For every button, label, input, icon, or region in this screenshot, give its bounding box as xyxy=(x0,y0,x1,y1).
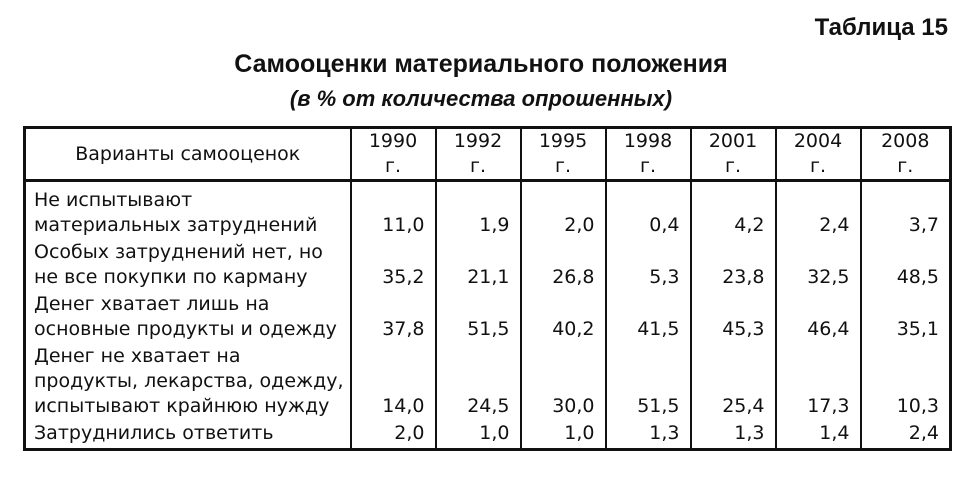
table-header-row xyxy=(25,128,951,181)
table-cell: 4,2 xyxy=(691,181,776,241)
table-cell: 37,8 xyxy=(351,292,436,344)
column-header-year: 1990 г. xyxy=(351,128,436,181)
table-cell: 23,8 xyxy=(691,240,776,292)
table-cell: 1,4 xyxy=(776,421,861,450)
table-cell: 30,0 xyxy=(521,344,606,421)
table-cell: 5,3 xyxy=(606,240,691,292)
table-row xyxy=(25,421,951,450)
table-cell: 1,3 xyxy=(606,421,691,450)
table-cell: 35,1 xyxy=(861,292,951,344)
row-label-line: Особых затруднений нет, но xyxy=(34,241,323,263)
row-label-line: Не испытывают xyxy=(34,189,193,211)
table-row xyxy=(25,344,951,421)
table-cell: 51,5 xyxy=(436,292,521,344)
column-header-year: 1995 г. xyxy=(521,128,606,181)
row-label xyxy=(25,181,351,241)
table-cell: 25,4 xyxy=(691,344,776,421)
column-header-year: 1998 г. xyxy=(606,128,691,181)
column-header-year: 2001 г. xyxy=(691,128,776,181)
table-cell: 1,0 xyxy=(521,421,606,450)
row-label xyxy=(25,421,351,450)
column-header-year: 1992 г. xyxy=(436,128,521,181)
table-subtitle: (в % от количества опрошенных) xyxy=(289,86,673,111)
table-cell: 14,0 xyxy=(351,344,436,421)
table-cell: 2,4 xyxy=(861,421,951,450)
table-cell: 24,5 xyxy=(436,344,521,421)
table-cell: 1,3 xyxy=(691,421,776,450)
table-cell: 1,0 xyxy=(436,421,521,450)
table-cell: 11,0 xyxy=(351,181,436,241)
table-cell: 3,7 xyxy=(861,181,951,241)
table-title: Самооценки материального положения xyxy=(234,50,728,78)
table-cell: 2,0 xyxy=(351,421,436,450)
table-cell: 32,5 xyxy=(776,240,861,292)
row-label-line: продукты, лекарства, одежду, xyxy=(34,370,344,392)
column-header-year: 2008 г. xyxy=(861,128,951,181)
table-cell: 10,3 xyxy=(861,344,951,421)
table-cell: 26,8 xyxy=(521,240,606,292)
row-label-line: материальных затруднений xyxy=(34,214,318,236)
table-row xyxy=(25,181,951,241)
table-number-label: Таблица 15 xyxy=(814,14,948,41)
table-row xyxy=(25,240,951,292)
table-cell: 17,3 xyxy=(776,344,861,421)
row-label xyxy=(25,344,351,421)
table-cell: 45,3 xyxy=(691,292,776,344)
table-cell: 48,5 xyxy=(861,240,951,292)
row-label xyxy=(25,292,351,344)
table-cell: 0,4 xyxy=(606,181,691,241)
row-label-line: основные продукты и одежду xyxy=(34,318,337,340)
row-label-line: Денег хватает лишь на xyxy=(34,293,270,315)
table-cell: 46,4 xyxy=(776,292,861,344)
column-header-variant: Варианты самооценок xyxy=(25,128,351,181)
table-cell: 2,0 xyxy=(521,181,606,241)
table-row xyxy=(25,292,951,344)
row-label-line: Денег не хватает на xyxy=(34,345,241,367)
row-label xyxy=(25,240,351,292)
column-header-year: 2004 г. xyxy=(776,128,861,181)
row-label-line: Затруднились ответить xyxy=(34,422,274,444)
table-cell: 1,9 xyxy=(436,181,521,241)
table-cell: 35,2 xyxy=(351,240,436,292)
table-cell: 2,4 xyxy=(776,181,861,241)
table-cell: 51,5 xyxy=(606,344,691,421)
row-label-line: испытывают крайнюю нужду xyxy=(34,395,330,417)
table-cell: 21,1 xyxy=(436,240,521,292)
table-cell: 40,2 xyxy=(521,292,606,344)
data-table xyxy=(23,126,952,451)
row-label-line: не все покупки по карману xyxy=(34,266,308,288)
table-cell: 41,5 xyxy=(606,292,691,344)
